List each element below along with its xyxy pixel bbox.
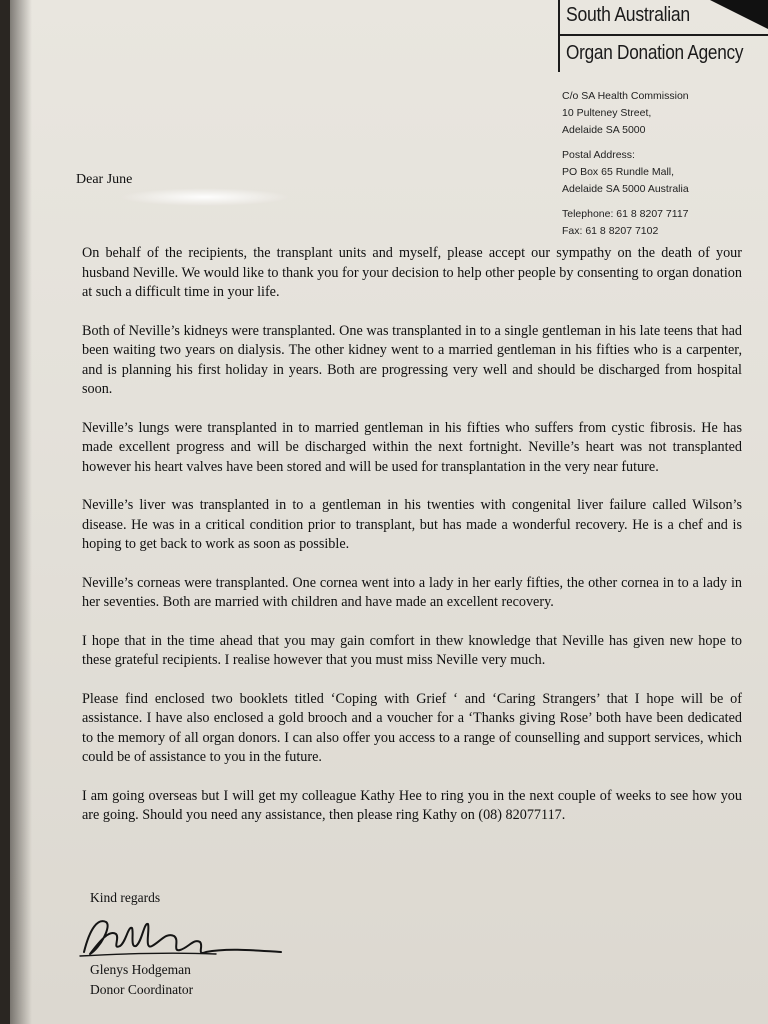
address-line: Adelaide SA 5000 xyxy=(562,124,646,136)
agency-address-block xyxy=(562,88,762,240)
signer-name: Glenys Hodgeman xyxy=(90,962,191,977)
telephone: Telephone: 61 8 8207 7117 xyxy=(562,208,689,220)
closing: Kind regards xyxy=(90,890,161,905)
paragraph: On behalf of the recipients, the transplant units and myself, please accept our sympathy on the death of your husband Neville. We would like to thank you for your decision to help other people by consenting to organ donation at such a difficult time in your life. xyxy=(82,245,742,300)
letterhead-wedge-graphic xyxy=(710,0,768,34)
paragraph: Please find enclosed two booklets titled ‘Coping with Grief ‘ and ‘Caring Strangers’ that I hope will be of assistance. I have also enclosed a gold brooch and a voucher for a ‘Thanks giving Rose’ both have been dedicated to the memory of all organ donors. I can also offer you access to a range of counselling and support services, which could be of assistance to you in the future. xyxy=(82,690,742,765)
agency-name-line2: Organ Donation Agency xyxy=(566,42,744,64)
handwritten-signature xyxy=(76,908,286,962)
salutation: Dear June xyxy=(76,172,133,187)
letter-page xyxy=(10,0,768,1024)
paragraph: I hope that in the time ahead that you may gain comfort in thew knowledge that Neville has given new hope to these grateful recipients. I realise however that you must miss Neville very much. xyxy=(82,632,742,668)
letterhead-divider xyxy=(558,34,768,36)
paragraph: Neville’s liver was transplanted in to a gentleman in his twenties with congenital liver failure called Wilson’s disease. He was in a critical condition prior to transplant, but has made a wonderful recovery. He is a chef and is hoping to get back to work as soon as possible. xyxy=(82,497,742,552)
agency-name-line1: South Australian xyxy=(566,4,690,26)
address-line: 10 Pulteney Street, xyxy=(562,107,652,119)
letter-body xyxy=(82,244,742,845)
postal-line: Adelaide SA 5000 Australia xyxy=(562,183,689,195)
signer-title: Donor Coordinator xyxy=(90,982,194,997)
fax: Fax: 61 8 8207 7102 xyxy=(562,225,659,237)
light-glare xyxy=(120,188,290,206)
letterhead-divider-vertical xyxy=(558,0,560,72)
paragraph: I am going overseas but I will get my colleague Kathy Hee to ring you in the next couple of weeks to see how you are going. Should you need any assistance, then please ring Kathy on (08) 82077117. xyxy=(82,787,742,823)
postal-label: Postal Address: xyxy=(562,149,635,161)
page-edge-shadow xyxy=(10,0,32,1024)
address-line: C/o SA Health Commission xyxy=(562,90,689,102)
paragraph: Neville’s lungs were transplanted in to married gentleman in his fifties who suffers from cystic fibrosis. He has made excellent progress and will be discharged within the next fortnight. Neville’s heart was not transplanted however his heart valves have been stored and will be used for transplantation in the very near future. xyxy=(82,419,742,475)
paragraph: Both of Neville’s kidneys were transplanted. One was transplanted in to a single gentleman in his late teens that had been waiting two years on dialysis. The other kidney went to a married gentleman in his fifties who is a carpenter, and is planning his first holiday in years. Both are progressing very well and should be discharged from hospital soon. xyxy=(82,322,742,397)
paragraph: Neville’s corneas were transplanted. One cornea went into a lady in her early fifties, the other cornea in to a lady in her seventies. Both are married with children and have made an excellent recovery. xyxy=(82,574,742,610)
postal-line: PO Box 65 Rundle Mall, xyxy=(562,166,675,178)
